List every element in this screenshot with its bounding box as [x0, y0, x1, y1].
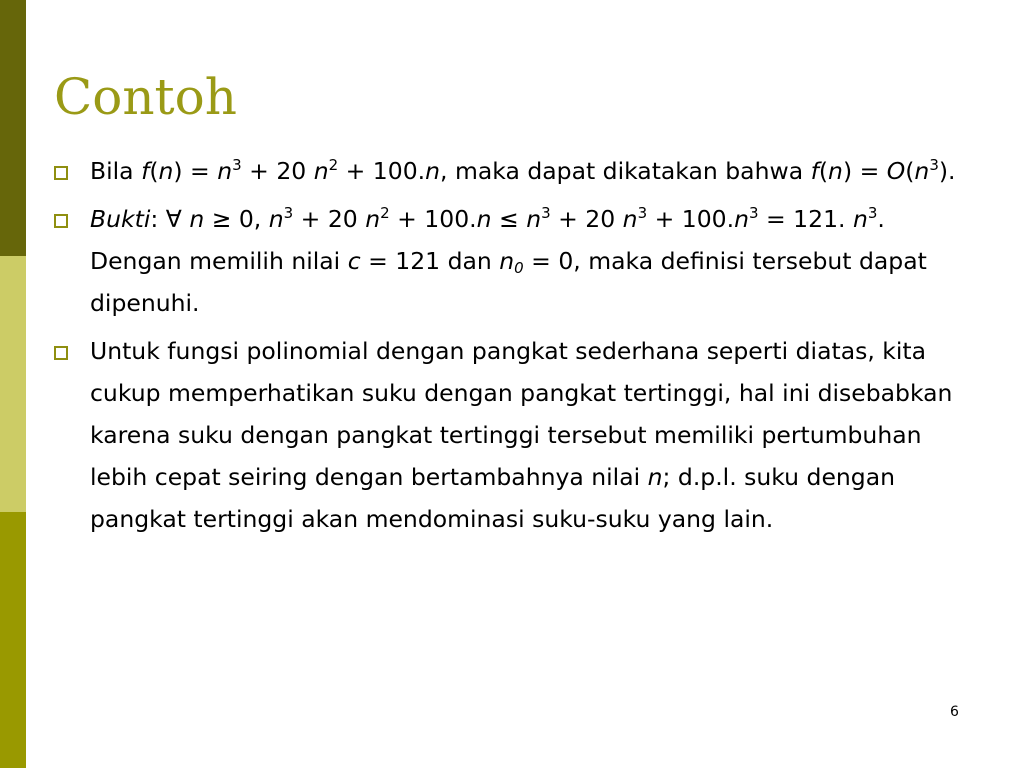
bullet-text: [90, 337, 952, 533]
text-segment: n: [189, 205, 205, 233]
square-bullet-icon: [54, 346, 68, 360]
text-segment: n: [828, 157, 843, 185]
square-bullet-icon: [54, 214, 68, 228]
superscript: 3: [867, 204, 878, 222]
text-segment: n: [526, 205, 542, 233]
superscript: 3: [748, 204, 759, 222]
text-segment: n: [425, 157, 441, 185]
text-segment: (: [905, 157, 915, 185]
text-segment: n: [476, 205, 492, 233]
text-segment: . Dengan memilih nilai: [90, 205, 885, 275]
superscript: 3: [929, 156, 939, 174]
text-segment: n: [158, 157, 174, 185]
text-segment: f: [810, 157, 819, 185]
text-segment: : ∀: [150, 205, 190, 233]
text-segment: n: [313, 157, 329, 185]
sidebar-band-middle: [0, 256, 26, 512]
text-segment: ≤: [491, 205, 527, 233]
square-bullet-icon: [54, 166, 68, 180]
text-segment: + 100.: [647, 205, 735, 233]
text-segment: n: [914, 157, 930, 185]
text-segment: ≥ 0,: [204, 205, 269, 233]
superscript: 3: [541, 204, 551, 222]
text-segment: + 100.: [389, 205, 477, 233]
superscript: 3: [637, 204, 648, 222]
sidebar-band-top: [0, 0, 26, 256]
text-segment: = 121 dan: [360, 247, 500, 275]
bullet-item: [54, 330, 979, 540]
text-segment: + 20: [241, 157, 314, 185]
superscript: 3: [232, 156, 242, 174]
text-segment: ).: [938, 157, 956, 185]
bullet-item: [54, 150, 979, 192]
text-segment: O: [886, 157, 906, 185]
text-segment: n: [217, 157, 233, 185]
text-segment: = 121.: [758, 205, 853, 233]
text-segment: ) =: [173, 157, 218, 185]
text-segment: ; d.p.l. suku dengan pangkat tertinggi akan mendominasi suku-suku yang lain.: [90, 463, 896, 533]
text-segment: n: [499, 247, 515, 275]
text-segment: (: [149, 157, 159, 185]
sidebar-band-bottom: [0, 512, 26, 768]
text-segment: Untuk fungsi polinomial dengan pangkat sederhana seperti diatas, kita cukup memperhatikan suku dengan pangkat tertinggi, hal ini disebabkan karena suku dengan pangkat tertinggi tersebut memiliki pertumbuhan lebih cepat seiring dengan bertambahnya nilai: [90, 337, 953, 491]
text-segment: + 20: [550, 205, 623, 233]
text-segment: , maka dapat dikatakan bahwa: [440, 157, 811, 185]
text-segment: c: [347, 247, 361, 275]
text-segment: n: [852, 205, 868, 233]
text-segment: n: [622, 205, 638, 233]
subscript: 0: [514, 259, 524, 277]
bullet-item: [54, 198, 979, 324]
text-segment: = 0, maka definisi tersebut dapat dipenuhi.: [90, 247, 927, 317]
text-segment: Bukti: [90, 205, 151, 233]
bullet-list: [54, 150, 979, 546]
text-segment: n: [647, 463, 663, 491]
page-number: 6: [950, 704, 959, 720]
text-segment: n: [734, 205, 749, 233]
superscript: 3: [283, 204, 294, 222]
text-segment: n: [268, 205, 284, 233]
bullet-text: [90, 205, 927, 317]
text-segment: (: [818, 157, 829, 185]
sidebar-decoration: [0, 0, 26, 768]
text-segment: + 20: [293, 205, 366, 233]
superscript: 2: [380, 204, 390, 222]
text-segment: f: [141, 157, 150, 185]
text-segment: + 100.: [338, 157, 426, 185]
bullet-text: [90, 157, 956, 185]
text-segment: ) =: [842, 157, 887, 185]
superscript: 2: [328, 156, 339, 174]
text-segment: n: [365, 205, 381, 233]
text-segment: Bila: [90, 157, 142, 185]
slide-title: Contoh: [54, 68, 237, 126]
